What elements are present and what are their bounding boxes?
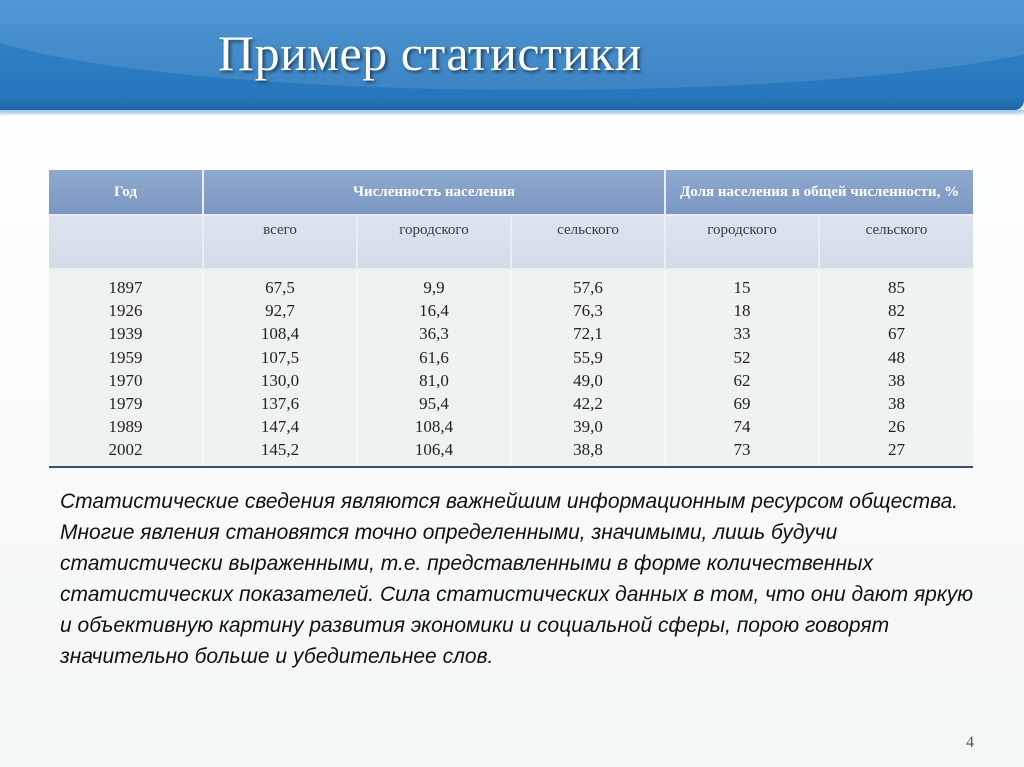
table-cell-rural-share: 67 bbox=[888, 324, 906, 344]
rural-column bbox=[511, 269, 665, 467]
table-header-row bbox=[49, 170, 973, 215]
table-cell-rural: 57,6 bbox=[573, 278, 603, 297]
table-cell-total: 108,4 bbox=[260, 324, 300, 344]
urban-column bbox=[357, 269, 511, 467]
table-cell-urban: 81,0 bbox=[419, 370, 449, 390]
header-population: Численность населения bbox=[203, 170, 665, 215]
title-banner-edge bbox=[0, 110, 1024, 116]
table-cell-urban-share: 15 bbox=[733, 278, 751, 297]
subheader-urban: городского bbox=[357, 215, 511, 269]
table-cell-urban-share: 33 bbox=[733, 324, 751, 344]
page-number: 4 bbox=[966, 734, 974, 751]
table-cell-year: 1970 bbox=[108, 370, 143, 390]
population-table bbox=[49, 170, 973, 468]
table-cell-rural-share: 26 bbox=[888, 417, 906, 437]
table-cell-rural: 49,0 bbox=[573, 370, 603, 390]
table-cell-rural-share: 82 bbox=[888, 301, 906, 321]
header-share: Доля населения в общей численности, % bbox=[665, 170, 973, 215]
table-cell-urban-share: 18 bbox=[733, 301, 751, 321]
table-cell-urban: 61,6 bbox=[419, 347, 449, 367]
table-cell-total: 107,5 bbox=[260, 347, 300, 367]
table-cell-urban: 106,4 bbox=[414, 440, 454, 460]
body-paragraph: Статистические сведения являются важнейшим информационным ресурсом общества. Многие явления становятся точно определенными, значимыми, лишь будучи статистически выраженными, т.е. представленными в форме количественных статистических показателей. Сила статистических данных в том, что они дают яркую и объективную картину развития экономики и социальной сферы, порою говорят значительно больше и убедительнее слов. bbox=[60, 490, 974, 668]
table-cell-total: 67,5 bbox=[265, 278, 295, 297]
table-cell-urban-share: 73 bbox=[733, 440, 751, 460]
table-cell-rural-share: 85 bbox=[888, 278, 906, 297]
subheader-total: всего bbox=[203, 215, 357, 269]
urban-share-column bbox=[665, 269, 819, 467]
table-cell-year: 1939 bbox=[108, 324, 143, 344]
table-body-row bbox=[49, 269, 973, 467]
table-cell-rural: 42,2 bbox=[573, 394, 603, 414]
table-cell-rural: 39,0 bbox=[573, 417, 603, 437]
table-cell-total: 137,6 bbox=[260, 394, 300, 414]
subheader-blank bbox=[49, 215, 203, 269]
table-cell-urban-share: 74 bbox=[733, 417, 751, 437]
table-cell-total: 130,0 bbox=[260, 370, 300, 390]
year-column bbox=[49, 269, 203, 467]
table-cell-urban: 36,3 bbox=[419, 324, 449, 344]
rural-share-column bbox=[819, 269, 973, 467]
table-cell-rural: 72,1 bbox=[573, 324, 603, 344]
header-year: Год bbox=[49, 170, 203, 215]
table-cell-rural: 55,9 bbox=[573, 347, 603, 367]
table-cell-urban: 16,4 bbox=[419, 301, 449, 321]
table-cell-rural: 38,8 bbox=[573, 440, 603, 460]
table-cell-year: 1979 bbox=[108, 394, 143, 414]
table-cell-rural-share: 38 bbox=[888, 394, 906, 414]
table-cell-urban: 9,9 bbox=[423, 278, 445, 297]
table-cell-year: 1897 bbox=[108, 278, 143, 297]
table-cell-rural: 76,3 bbox=[573, 301, 603, 321]
table-cell-rural-share: 48 bbox=[888, 347, 906, 367]
table-cell-year: 2002 bbox=[108, 440, 143, 460]
slide-title: Пример статистики bbox=[218, 25, 642, 81]
table-cell-urban-share: 52 bbox=[733, 347, 751, 367]
subheader-rural: сельского bbox=[511, 215, 665, 269]
table-cell-urban-share: 69 bbox=[733, 394, 751, 414]
table-cell-rural-share: 27 bbox=[888, 440, 906, 460]
table-cell-total: 147,4 bbox=[260, 417, 300, 437]
table-cell-rural-share: 38 bbox=[888, 370, 906, 390]
table-cell-total: 92,7 bbox=[265, 301, 295, 321]
table-cell-year: 1959 bbox=[108, 347, 143, 367]
table-cell-year: 1926 bbox=[108, 301, 143, 321]
total-column bbox=[203, 269, 357, 467]
table-cell-year: 1989 bbox=[108, 417, 143, 437]
table-cell-urban: 95,4 bbox=[419, 394, 449, 414]
table-cell-urban-share: 62 bbox=[733, 370, 751, 390]
table-cell-total: 145,2 bbox=[260, 440, 300, 460]
table-subheader-row bbox=[49, 215, 973, 269]
subheader-urban-share: городского bbox=[665, 215, 819, 269]
table-cell-urban: 108,4 bbox=[414, 417, 454, 437]
subheader-rural-share: сельского bbox=[819, 215, 973, 269]
